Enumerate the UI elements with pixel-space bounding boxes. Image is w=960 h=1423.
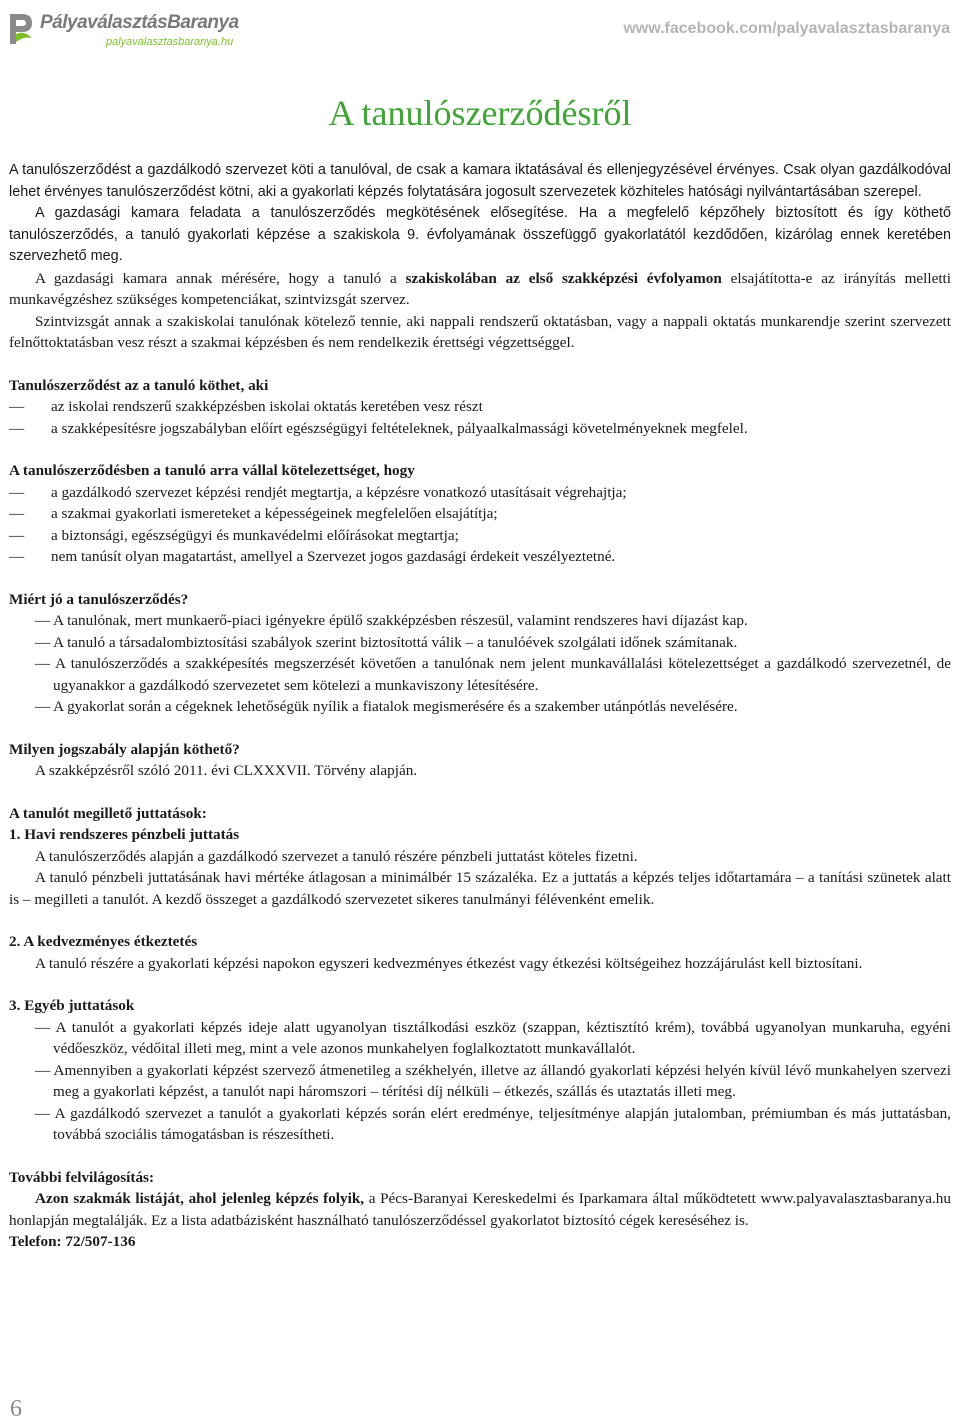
list-item: — a szakképesítésre jogszabályban előírt egészségügyi feltételeknek, pályaalkalmassági követelményeknek megfelel. xyxy=(9,419,748,437)
list-item: — A tanulót a gyakorlati képzés ideje alatt ugyanolyan tisztálkodási eszköz (szappan, kéztisztító krém), továbbá ugyanolyan munkaruha, egyéni védőeszköz, védőital illeti meg, mint a vele azonos munkahelyen foglalkoztatott munkavállalót. xyxy=(35,1018,951,1057)
list-item: — a gazdálkodó szervezet képzési rendjét megtartja, a képzésre vonatkozó utasításait végrehajtja; xyxy=(9,483,627,501)
intro-paragraph-2: A gazdasági kamara feladata a tanulószerződés megkötésének elősegítése. Ha a megfelelő képzőhely biztosított és így köthető tanulószerződés, a tanuló gyakorlati képzése a szakiskola 9. évfolyamának összefüggő gyakorlatától kezdődően, kizárólag ennek keretében szervezhető meg. xyxy=(9,205,951,264)
list-item: — A gazdálkodó szervezet a tanulót a gyakorlati képzés során elért eredménye, teljesítménye alapján jutalomban, prémiumban és más juttatásban, továbbá szociális támogatásban is részesítheti. xyxy=(35,1104,951,1143)
article-body xyxy=(9,160,951,1253)
section-heading-more-info: További felvilágosítás: xyxy=(9,1168,155,1186)
logo-url: palyavalasztasbaranya.hu xyxy=(106,36,234,48)
meals-paragraph: A tanuló részére a gyakorlati képzési napokon egyszeri kedvezményes étkezést vagy étkezési költségeihez hozzájárulást kell biztosítani. xyxy=(35,954,863,972)
logo-mark-icon xyxy=(8,12,34,46)
phone-number: Telefon: 72/507-136 xyxy=(9,1233,136,1250)
list-item: — A tanuló a társadalombiztosítási szabályok szerint biztosítottá válik – a tanulóévek szolgálati időnek számítanak. xyxy=(35,633,738,651)
allowance-paragraph-2: A tanuló pénzbeli juttatásának havi mértéke átlagosan a minimálbér 15 százaléka. Ez a juttatás a képzés teljes időtartamára – a tanítási szünetek alatt is – megilleti a tanulót. A kezdő összeget a gazdálkodó szervezetet sikeres tanulmányi félévenként emelik. xyxy=(9,869,951,908)
page-number: 6 xyxy=(10,1396,22,1422)
list-item: — Amennyiben a gyakorlati képzést szervező átmenetileg a székhelyén, illetve az állandó gyakorlati képzési helyén kívül lévő munkahelyen szervezi meg a gyakorlati képzést, a tanulót napi háromszori – térítési díj nélküli – étkezés, szállás és utaztatás illeti meg. xyxy=(35,1061,951,1100)
intro-paragraph-1: A tanulószerződést a gazdálkodó szervezet köti a tanulóval, de csak a kamara iktatásával és ellenjegyzésével érvényes. Csak olyan gazdálkodóval lehet érvényes tanulószerződést kötni, aki a gyakorlati képzés folytatására jogosult szervezetek közhiteles hatósági nyilvántartásában szerepel. xyxy=(9,162,951,200)
list-item: — a szakmai gyakorlati ismereteket a képességeinek megfelelően elsajátítja; xyxy=(9,505,498,522)
logo xyxy=(8,8,239,52)
section-heading-benefits: Miért jó a tanulószerződés? xyxy=(9,590,189,608)
section-heading-allowances: A tanulót megillető juttatások: xyxy=(9,804,207,822)
facebook-link[interactable]: www.facebook.com/palyavalasztasbaranya xyxy=(623,20,950,37)
subheading-meals: 2. A kedvezményes étkeztetés xyxy=(9,933,198,950)
page-header xyxy=(0,0,960,60)
section-heading-law: Milyen jogszabály alapján köthető? xyxy=(9,740,240,758)
list-item: — A gyakorlat során a cégeknek lehetőségük nyílik a fiatalok megismerésére és a szakember utánpótlás nevelésére. xyxy=(35,698,738,715)
page-title: A tanulószerződésről xyxy=(328,93,632,133)
list-item: — A tanulószerződés a szakképesítés megszerzését követően a tanulónak nem jelent munkavállalási kötelezettséget a gazdálkodó szervezetnél, de ugyanakkor a gazdálkodó szervezetet sem kötelezi a munkaviszony létesítésére. xyxy=(35,655,951,694)
more-info-paragraph: Azon szakmák listáját, ahol jelenleg képzés folyik, a Pécs-Baranyai Kereskedelmi és Iparkamara által működtetett www.palyavalasztasbaranya.hu honlapján megtalálják. Ez a lista adatbázisként használható tanulószerződéssel gyakorlatot biztosító cégek kereséséhez is. xyxy=(9,1190,951,1229)
list-item: — A tanulónak, mert munkaerő-piaci igényekre épülő szakképzésben részesül, valamint rendszeres havi díjazást kap. xyxy=(35,612,748,629)
intro-paragraph-3: A gazdasági kamara annak mérésére, hogy a tanuló a szakiskolában az első szakképzési évfolyamon elsajátította-e az irányítás melletti munkavégzéshez szükséges kompetenciákat, szintvizsgát szervez. xyxy=(9,269,952,308)
list-item: — nem tanúsít olyan magatartást, amellyel a Szervezet jogos gazdasági érdekeit veszélyeztetné. xyxy=(9,548,616,565)
list-item: — a biztonsági, egészségügyi és munkavédelmi előírásokat megtartja; xyxy=(9,526,459,544)
logo-title: PályaválasztásBaranya xyxy=(40,12,239,33)
list-item: — az iskolai rendszerű szakképzésben iskolai oktatás keretében vesz részt xyxy=(9,398,483,415)
section-heading-eligibility: Tanulószerződést az a tanuló köthet, aki xyxy=(9,376,269,394)
subheading-monthly-allowance: 1. Havi rendszeres pénzbeli juttatás xyxy=(9,826,240,843)
subheading-other-benefits: 3. Egyéb juttatások xyxy=(9,997,135,1014)
law-text: A szakképzésről szóló 2011. évi CLXXXVII. Törvény alapján. xyxy=(35,762,418,779)
section-heading-obligations: A tanulószerződésben a tanuló arra vállal kötelezettséget, hogy xyxy=(9,462,415,479)
allowance-paragraph-1: A tanulószerződés alapján a gazdálkodó szervezet a tanuló részére pénzbeli juttatást köteles fizetni. xyxy=(35,847,638,865)
intro-paragraph-4: Szintvizsgát annak a szakiskolai tanulónak kötelező tennie, aki nappali rendszerű oktatásban, vagy a nappali oktatás munkarendje szerint szervezett felnőttoktatásban vesz részt a szakmai képzésben és nem rendelkezik érettségi végzettséggel. xyxy=(9,312,951,351)
